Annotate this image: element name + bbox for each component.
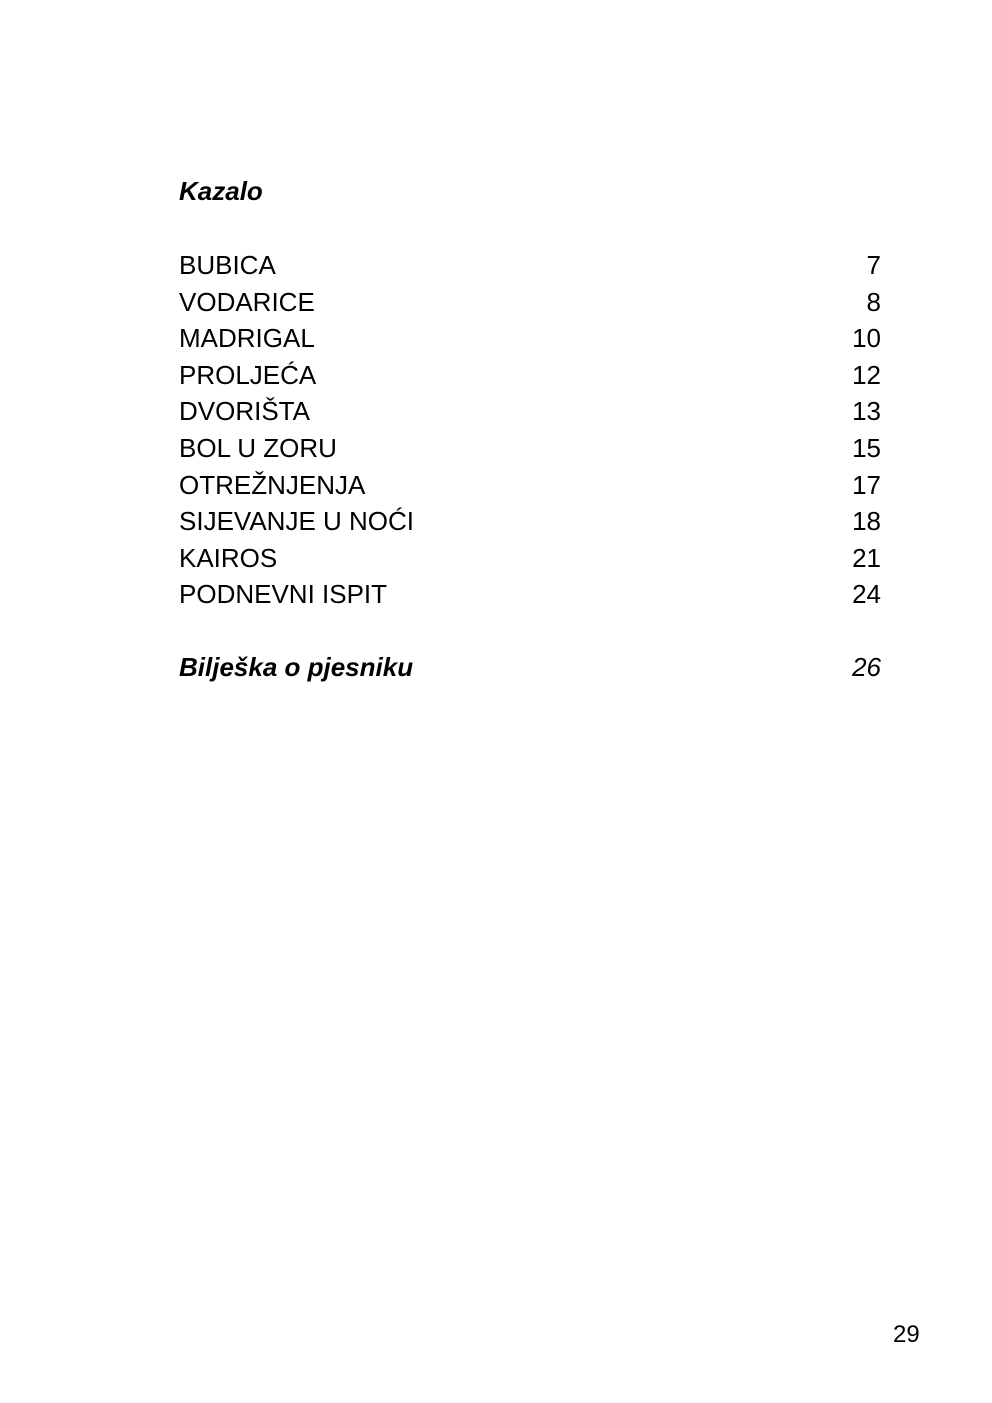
toc-entry bbox=[179, 396, 881, 433]
toc-entry-page: 12 bbox=[852, 359, 881, 390]
toc-entry-title: SIJEVANJE U NOĆI bbox=[179, 506, 415, 537]
toc-entry bbox=[179, 506, 881, 543]
toc-entry-page: 18 bbox=[852, 506, 881, 537]
toc-entry bbox=[179, 579, 881, 616]
toc-entry-title: PROLJEĆA bbox=[179, 359, 317, 390]
toc-entry bbox=[179, 323, 881, 360]
toc-entry bbox=[179, 250, 881, 287]
toc-note-title: Bilješka o pjesniku bbox=[179, 652, 414, 682]
toc-entry-title: VODARICE bbox=[179, 286, 315, 317]
toc-entry bbox=[179, 470, 881, 507]
toc-entry-page: 13 bbox=[852, 396, 881, 427]
toc-entry-title: DVORIŠTA bbox=[179, 396, 310, 427]
toc-entry-title: PODNEVNI ISPIT bbox=[179, 579, 388, 610]
toc-entry-title: BOL U ZORU bbox=[179, 432, 337, 463]
toc-entry-title: BUBICA bbox=[179, 250, 276, 280]
toc-entry-page: 17 bbox=[852, 469, 881, 500]
toc-entry-page: 8 bbox=[866, 286, 881, 317]
toc-entry-title: KAIROS bbox=[179, 542, 278, 573]
toc-entry-title: MADRIGAL bbox=[179, 323, 315, 354]
toc-heading: Kazalo bbox=[179, 176, 263, 206]
toc-entry-page: 21 bbox=[852, 542, 881, 573]
toc-entry-page: 24 bbox=[852, 579, 881, 610]
toc-entry-page: 10 bbox=[852, 323, 881, 354]
page-number: 29 bbox=[893, 1321, 920, 1348]
toc-entry-title: OTREŽNJENJA bbox=[179, 469, 366, 500]
toc-note-entry bbox=[179, 652, 881, 682]
toc-entry-page: 7 bbox=[866, 250, 881, 280]
toc-list bbox=[179, 250, 881, 616]
toc-entry bbox=[179, 360, 881, 397]
toc-note-page: 26 bbox=[852, 652, 881, 682]
toc-entry-page: 15 bbox=[852, 432, 881, 463]
toc-entry bbox=[179, 287, 881, 324]
toc-entry bbox=[179, 543, 881, 580]
toc-entry bbox=[179, 433, 881, 470]
